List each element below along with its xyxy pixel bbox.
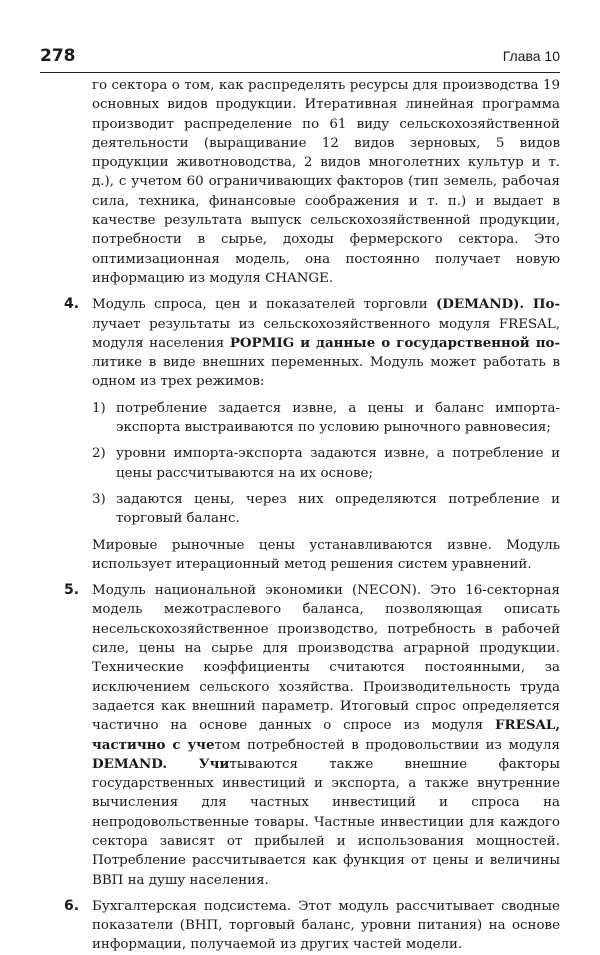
- sub-item-1: [92, 399, 560, 438]
- sub-item-number: 2): [92, 446, 106, 462]
- chapter-title: Глава 10: [502, 48, 560, 64]
- item-text: Бухгалтерская подсистема. Этот модуль рассчитывает сводные показатели (ВНП, торговый баланс, уровни питания) на основе информации, получаемой из других частей модели.: [92, 898, 560, 953]
- bold-part: POPMIG и данные о государственной по: [229, 334, 560, 351]
- item-text: [92, 295, 560, 391]
- item-closing-paragraph: Мировые рыночные цены устанавливаются извне. Модуль использует итерационный метод решения систем уравнений.: [92, 537, 560, 572]
- bold-part: FRESAL, частично с уче: [92, 717, 560, 753]
- text-part: литике в виде внешних переменных. Модуль может работать в одном из трех режимов:: [92, 355, 560, 390]
- text-part: лучает результаты из сельскохозяйственного модуля FRESAL, модуля населения: [92, 316, 560, 351]
- sub-item-text: задаются цены, через них определяются потребление и торговый баланс.: [116, 491, 560, 527]
- sub-item-2: [92, 444, 560, 483]
- sub-item-text: потребление задается извне, а цены и баланс импорта-экспорта выстраиваются по условию рыночного равновесия;: [116, 400, 560, 436]
- item-text: [92, 581, 560, 890]
- page-number: 278: [40, 46, 76, 66]
- sub-item-text: уровни импорта-экспорта задаются извне, а потребление и цены рассчитываются на их основе;: [116, 446, 560, 481]
- list-item-5: [40, 581, 560, 890]
- page-body: [40, 76, 560, 955]
- item-number: 4.: [64, 296, 80, 313]
- text-part: тываются также внешние факторы государственных инвестиций и экспорта, а также внутренние вычисления для частных инвестиций и спроса на непродовольственные товары. Частные инвестиции для каждого сектора зависят от прибылей и использования мощностей. Потребление рассчитывается как функция от цены и величины ВВП на душу населения.: [92, 756, 560, 888]
- text-part: Модуль национальной экономики (NECON). Это 16-секторная модель межотраслевого баланса, позволяющая описать несельскохозяйственное производство, потребность в рабочей силе, цены на сырье для производства аграрной продукции. Технические коэффициенты считаются постоянными, за исключением сельского хозяйства. Производительность труда задается как внешний параметр. Итоговый спрос определяется частично на основе данных о спросе из модуля: [92, 583, 560, 734]
- running-header: [40, 46, 560, 73]
- item-number: 6.: [64, 897, 80, 914]
- list-item-4: [40, 295, 560, 574]
- bold-part: DEMAND. Учи: [92, 755, 230, 772]
- text-part: Модуль спроса, цен и показателей торговли: [92, 297, 436, 313]
- sub-item-number: 1): [92, 400, 106, 416]
- text-part: том потребностей в продовольствии из модуля: [214, 737, 561, 753]
- intro-paragraph: го сектора о том, как распределять ресурсы для производства 19 основных видов продукции. Итеративная линейная программа производит распределение по 61 виду сельскохозяйственной деятельности (выращивание 12 видов зерновых, 5 видов продукции животноводства, 2 видов многолетних культур и т. д.), с учетом 60 ограничивающих факторов (тип земель, рабочая сила, техника, финансовые соображения и т. п.) и выдает в качестве результата выпуск сельскохозяйственной продукции, потребности в сырье, доходы фермерского сектора. Это оптимизационная модель, она постоянно получает новую информацию из модуля CHANGE.: [92, 78, 560, 286]
- bold-part: (DEMAND). По: [435, 296, 560, 313]
- item-number: 5.: [64, 582, 80, 599]
- sub-item-number: 3): [92, 491, 106, 507]
- list-item-6: [40, 897, 560, 955]
- sub-item-3: [92, 490, 560, 529]
